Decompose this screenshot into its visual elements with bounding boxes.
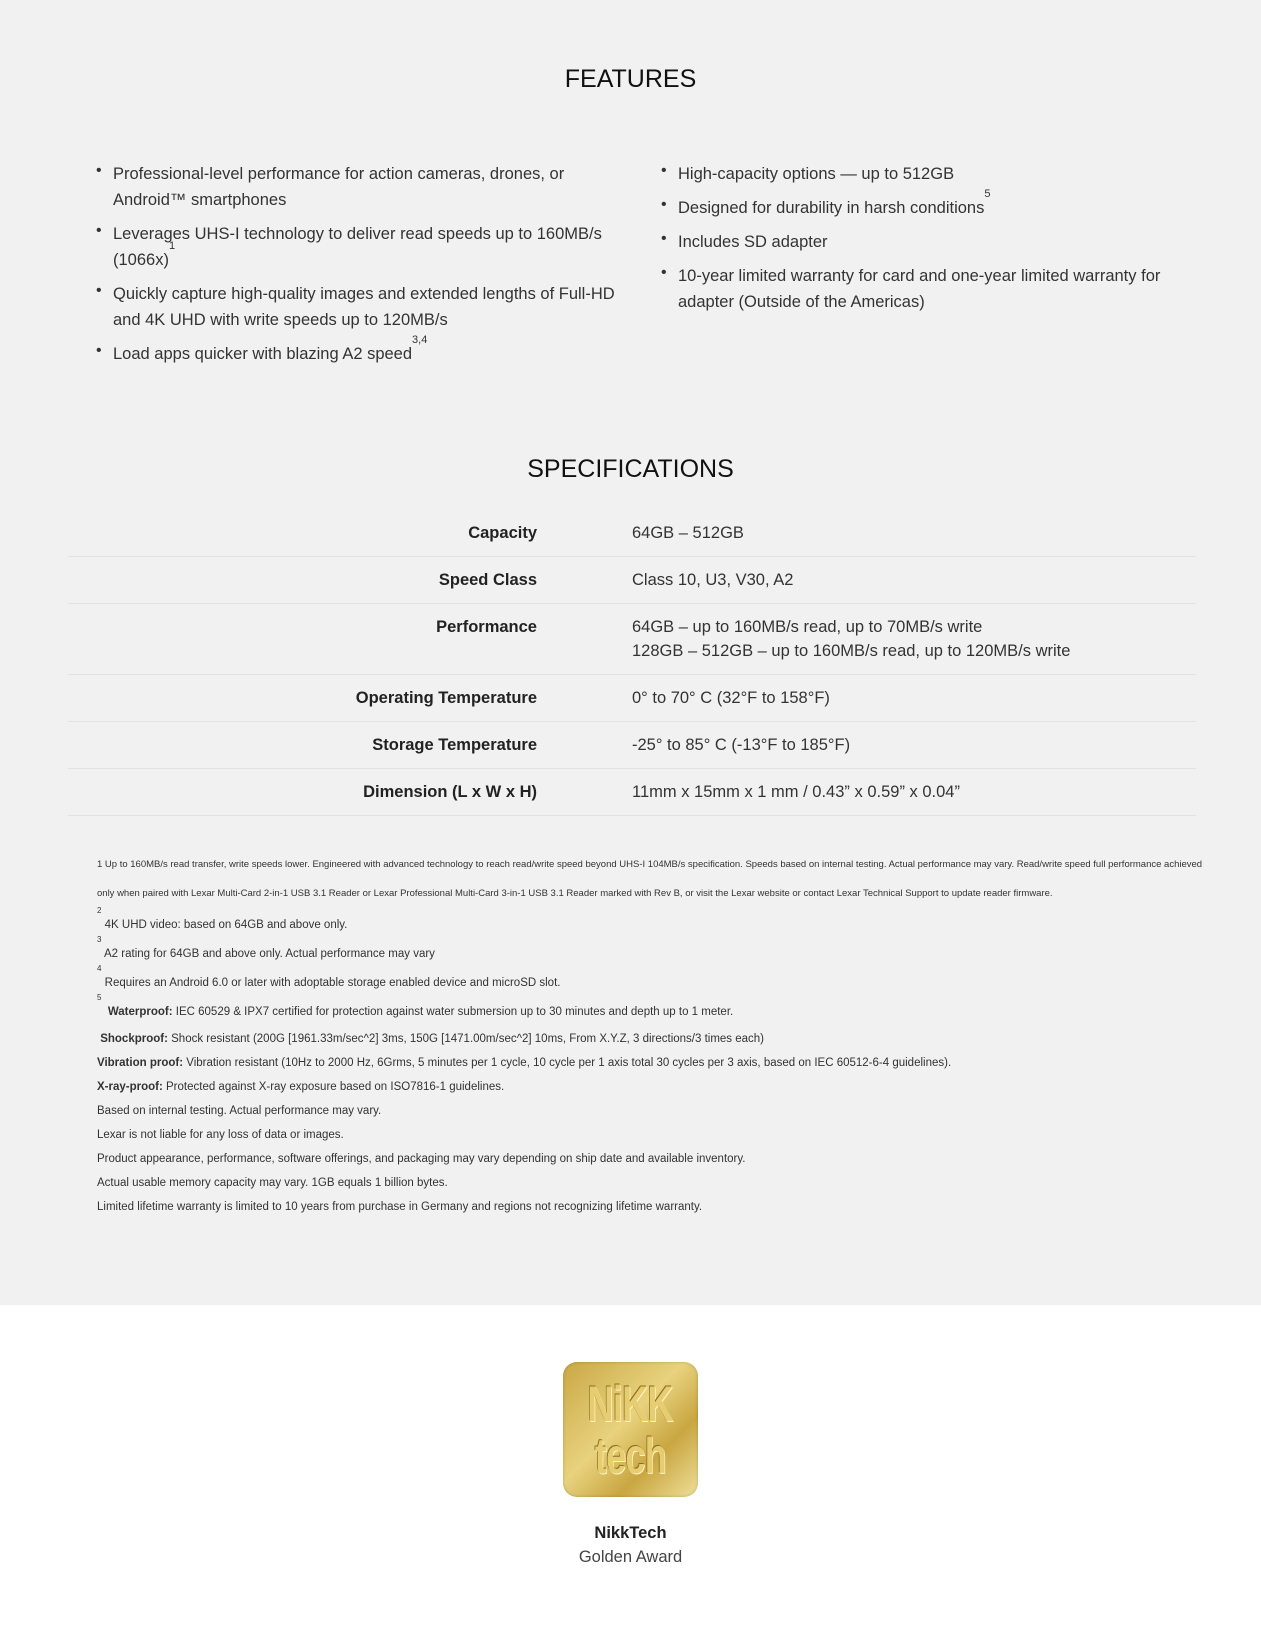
spec-label: Capacity [468,524,537,542]
footnote-shockproof: Shockproof: Shock resistant (200G [1961.33m/sec^2] 3ms, 150G [1471.00m/sec^2] 10ms, From X.Y.Z, 3 directions/3 times each) [100,1033,765,1045]
features-list-left [97,161,617,375]
feature-item: • Includes SD adapter [662,229,1182,255]
spec-value: Class 10, U3, V30, A2 [632,571,794,589]
footnote-xray: X-ray-proof: Protected against X-ray exposure based on ISO7816-1 guidelines. [97,1081,505,1093]
spec-label: Dimension (L x W x H) [363,783,537,801]
spec-row [68,675,1196,722]
spec-row [68,604,1196,675]
footnote-5: $^5$ Waterproof: IEC 60529 & IPX7 certified for protection against water submersion up to 30 minutes and depth up to 1 meter. [97,993,734,1018]
spec-row [68,510,1196,557]
award-name: NikkTech [594,1524,667,1542]
spec-row [68,769,1196,816]
specifications-title: SPECIFICATIONS [527,455,734,483]
feature-item: • Load apps quicker with blazing A2 speed$^{3,4}$ [97,341,617,367]
footnote-vibration: Vibration proof: Vibration resistant (10Hz to 2000 Hz, 6Grms, 5 minutes per 1 cycle, 10 cycle per 1 axis total 30 cycles per 3 axis, based on IEC 60512-6-4 guidelines). [97,1057,952,1069]
spec-value: -25° to 85° C (-13°F to 185°F) [632,736,851,754]
feature-item: • Quickly capture high-quality images and extended lengths of Full-HD and 4K UHD with write speeds up to 120MB/s [97,281,617,333]
feature-item: • High-capacity options — up to 512GB [662,161,1182,187]
footnote-line: Actual usable memory capacity may vary. 1GB equals 1 billion bytes. [97,1177,448,1189]
footnotes [97,850,1207,1219]
nikktech-award-logo: NiKK tech [563,1362,698,1497]
award-subtitle: Golden Award [578,1548,683,1566]
spec-value: 0° to 70° C (32°F to 158°F) [632,689,830,707]
features-title: FEATURES [564,65,697,93]
footnote-line: Product appearance, performance, software offerings, and packaging may vary depending on ship date and available inventory. [97,1153,746,1165]
spec-label: Storage Temperature [372,736,537,754]
footnote-4: $^4$ Requires an Android 6.0 or later with adoptable storage enabled device and microSD slot. [97,964,561,989]
specifications-table [68,510,1196,816]
spec-label: Performance [436,618,537,636]
feature-item: • Designed for durability in harsh conditions$^5$ [662,195,1182,221]
footnote-line: Lexar is not liable for any loss of data or images. [97,1129,344,1141]
footnote-line: Based on internal testing. Actual performance may vary. [97,1105,382,1117]
spec-label: Speed Class [438,571,537,589]
footnote-line: Limited lifetime warranty is limited to 10 years from purchase in Germany and regions not recognizing lifetime warranty. [97,1201,703,1213]
spec-row [68,722,1196,769]
feature-item: • 10-year limited warranty for card and one-year limited warranty for adapter (Outside of the Americas) [662,263,1182,315]
features-list-right [662,161,1182,323]
spec-value: 64GB – up to 160MB/s read, up to 70MB/s write 128GB – 512GB – up to 160MB/s read, up to 120MB/s write [632,618,1071,660]
spec-label: Operating Temperature [355,689,537,707]
spec-value: 11mm x 15mm x 1 mm / 0.43” x 0.59” x 0.04” [632,783,960,801]
footnote-2: $^2$ 4K UHD video: based on 64GB and above only. [97,906,348,931]
spec-row [68,557,1196,604]
feature-item: • Leverages UHS-I technology to deliver read speeds up to 160MB/s $(1066x)^1$ [97,221,617,273]
feature-item: • Professional-level performance for action cameras, drones, or Android™ smartphones [97,161,617,213]
footnote-3: $^3$ A2 rating for 64GB and above only. Actual performance may vary [97,935,435,960]
spec-value: 64GB – 512GB [632,524,744,542]
footnote-1: 1 Up to 160MB/s read transfer, write speeds lower. Engineered with advanced technology to reach read/write speed beyond UHS-I 104MB/s specification. Speeds based on internal testing. Actual performance may vary. Read/write speed full performance achieved only when paired with Lexar Multi-Card 2-in-1 USB 3.1 Reader or Lexar Professional Multi-Card 3-in-1 USB 3.1 Reader marked with Rev B, or visit the Lexar website or contact Lexar Technical Support to update reader firmware. [97,859,1203,899]
